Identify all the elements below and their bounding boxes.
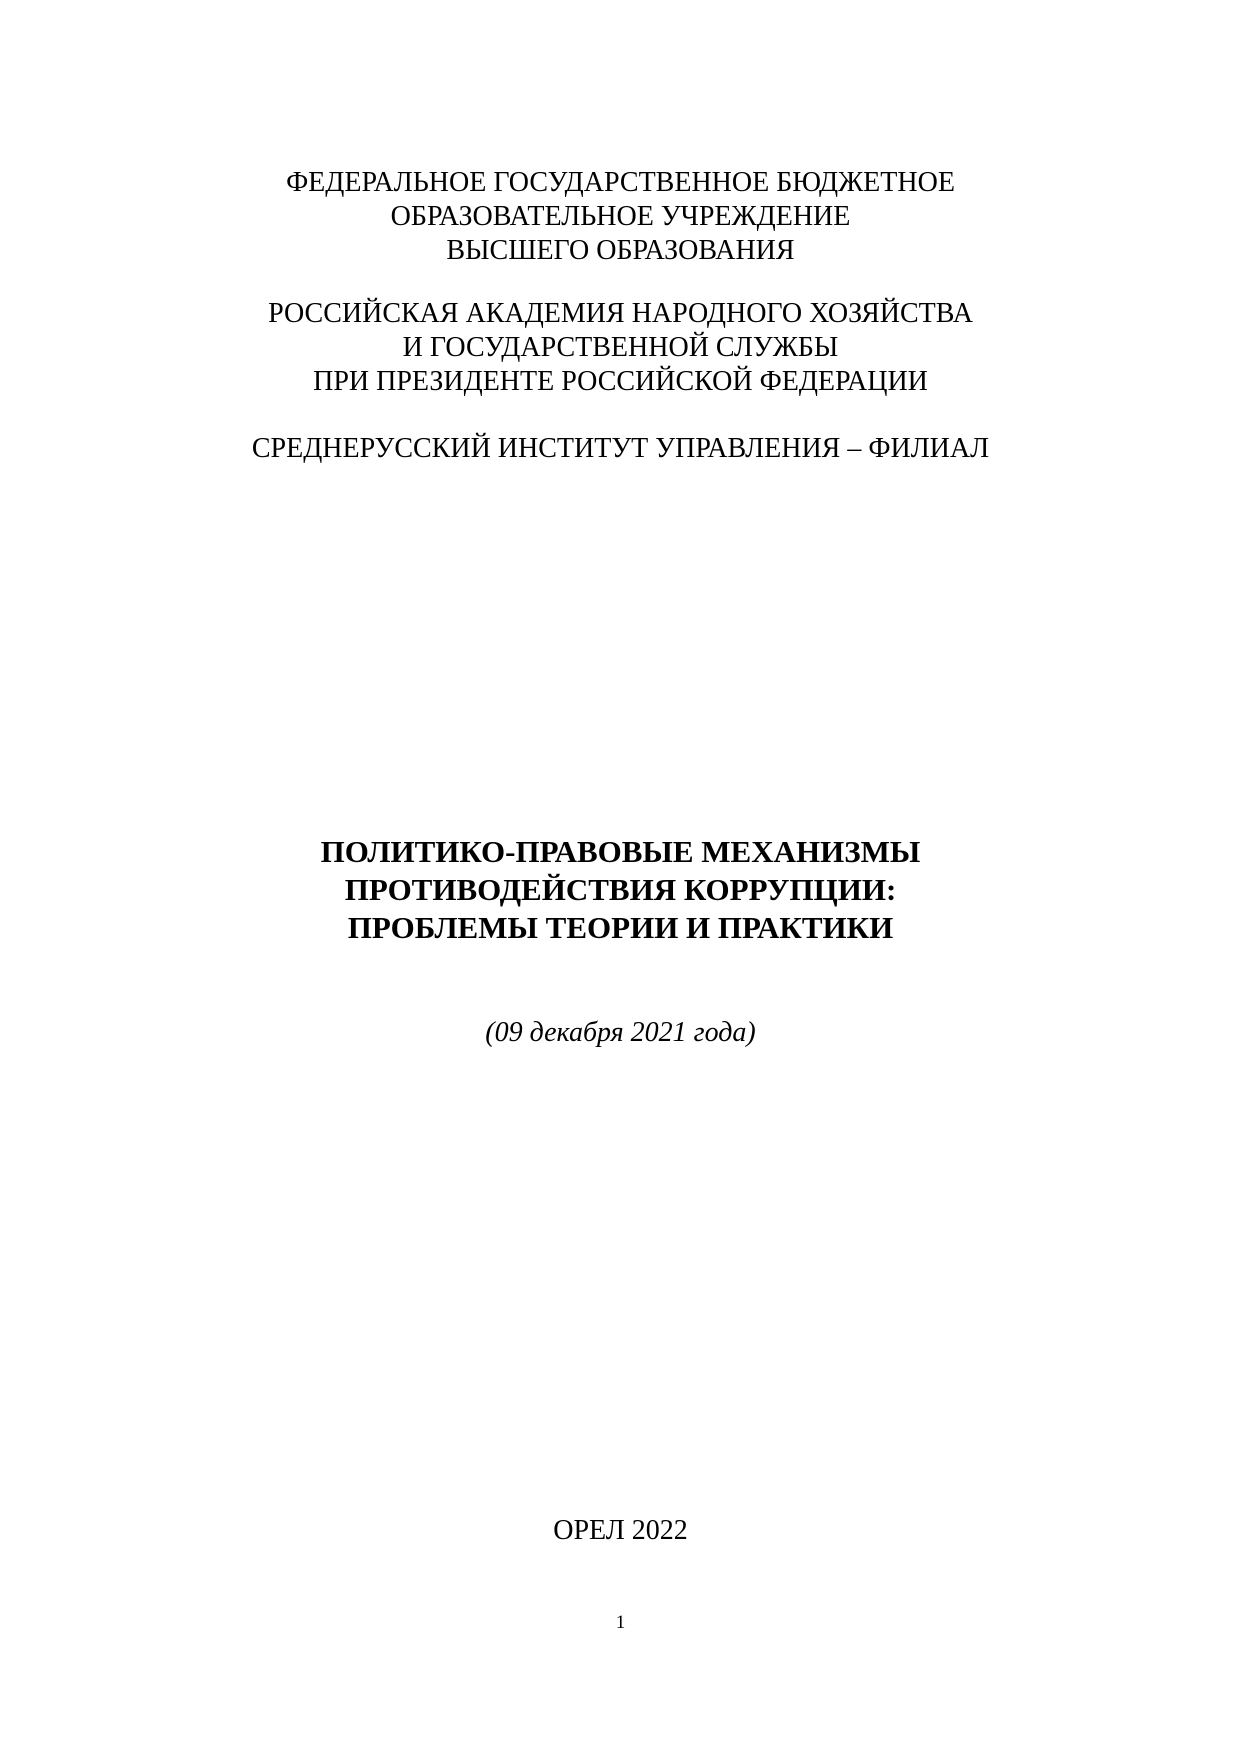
page-number <box>0 1611 1241 1635</box>
document-title <box>0 833 1241 947</box>
page-number-text: 1 <box>615 1612 626 1633</box>
institute-heading <box>0 432 1241 466</box>
academy-line-2: И ГОСУДАРСТВЕННОЙ СЛУЖБЫ <box>402 332 839 363</box>
city-year-text: ОРЕЛ 2022 <box>553 1515 688 1546</box>
academy-heading <box>0 297 1241 399</box>
title-line-2: ПРОТИВОДЕЙСТВИЯ КОРРУПЦИИ: <box>344 872 897 907</box>
institution-type-line-1: ФЕДЕРАЛЬНОЕ ГОСУДАРСТВЕННОЕ БЮДЖЕТНОЕ <box>286 167 955 198</box>
title-line-1: ПОЛИТИКО-ПРАВОВЫЕ МЕХАНИЗМЫ <box>320 834 921 869</box>
institution-type-heading <box>0 166 1241 268</box>
title-line-3: ПРОБЛЕМЫ ТЕОРИИ И ПРАКТИКИ <box>347 910 894 945</box>
institution-type-line-2: ОБРАЗОВАТЕЛЬНОЕ УЧРЕЖДЕНИЕ <box>390 201 851 232</box>
event-date-text: (09 декабря 2021 года) <box>485 1017 756 1048</box>
institute-line: СРЕДНЕРУССКИЙ ИНСТИТУТ УПРАВЛЕНИЯ – ФИЛИАЛ <box>251 433 990 464</box>
academy-line-1: РОССИЙСКАЯ АКАДЕМИЯ НАРОДНОГО ХОЗЯЙСТВА <box>268 298 973 329</box>
city-year <box>0 1514 1241 1548</box>
institution-type-line-3: ВЫСШЕГО ОБРАЗОВАНИЯ <box>446 235 795 266</box>
event-date <box>0 1016 1241 1050</box>
academy-line-3: ПРИ ПРЕЗИДЕНТЕ РОССИЙСКОЙ ФЕДЕРАЦИИ <box>313 366 928 397</box>
